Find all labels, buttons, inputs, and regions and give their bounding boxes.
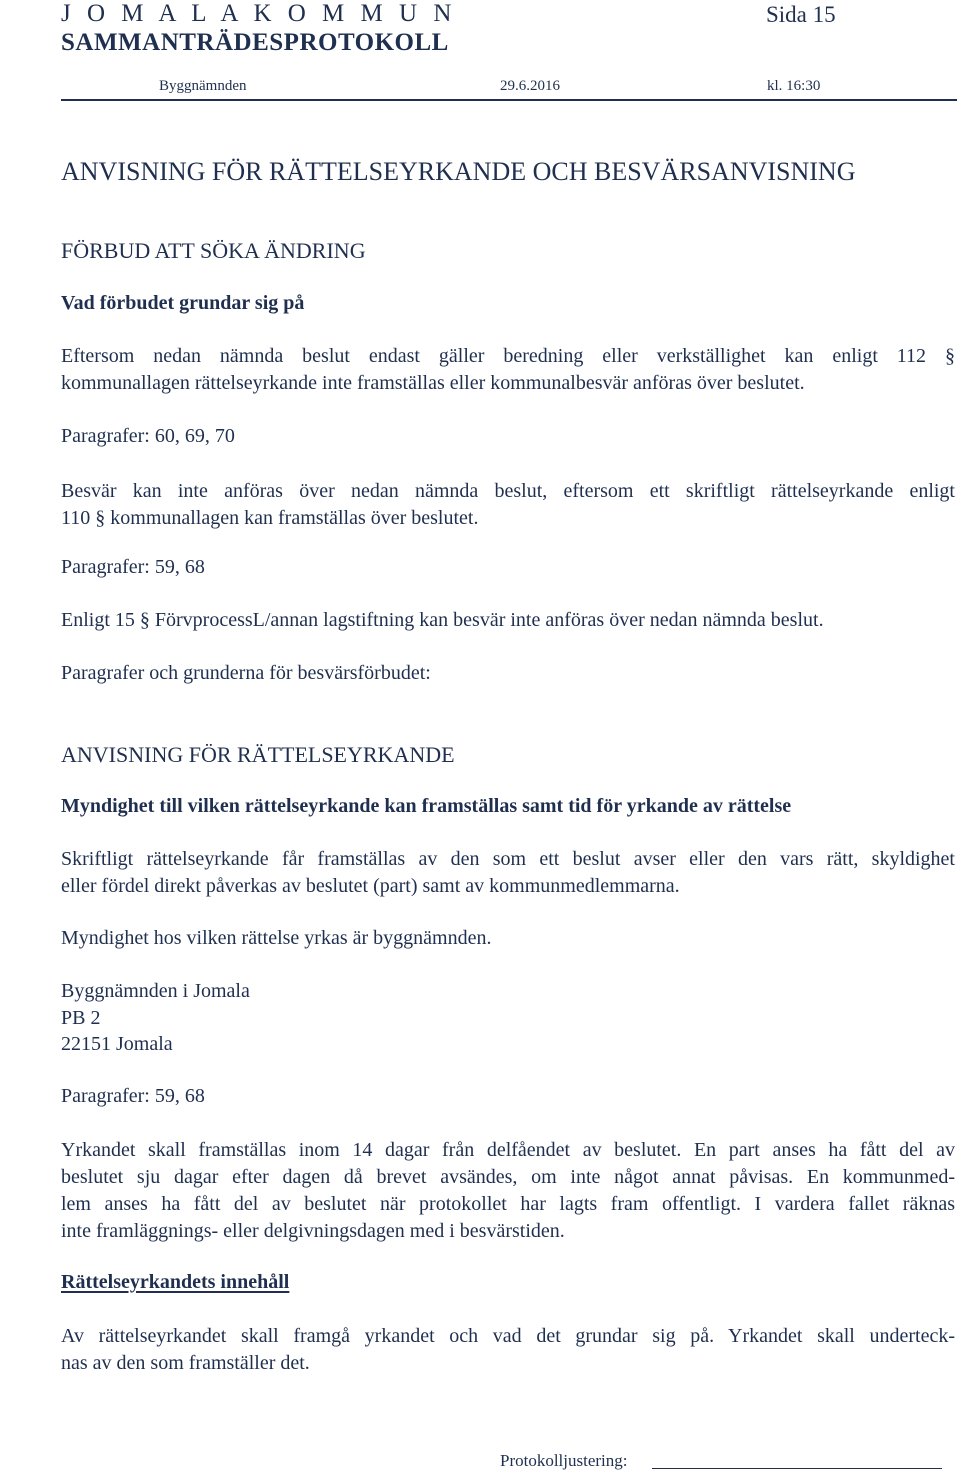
text-line: eller fördel direkt påverkas av beslutet (part) samt av kommunmedlemmarna. — [61, 875, 680, 897]
text-line: kommunallagen rättelseyrkande inte framställas eller kommunalbesvär anföras över beslutet. — [61, 372, 805, 394]
text-line: Yrkandet skall framställas inom 14 dagar från delfåendet av beslutet. En part anses ha fått del av — [61, 1139, 955, 1161]
paragraph-list-3: Paragrafer: 59, 68 — [61, 1085, 205, 1107]
address-line: PB 2 — [61, 1007, 101, 1029]
organization-name: J O M A L A K O M M U N — [61, 0, 457, 27]
page-title: ANVISNING FÖR RÄTTELSEYRKANDE OCH BESVÄRSANVISNING — [61, 157, 856, 186]
paragraph-skriftligt — [61, 846, 955, 900]
paragraph-list-1: Paragrafer: 60, 69, 70 — [61, 425, 235, 447]
text-line: Skriftligt rättelseyrkande får framställas av den som ett beslut avser eller den vars rätt, skyldighet — [61, 848, 955, 870]
section-heading-rattelseyrkande: ANVISNING FÖR RÄTTELSEYRKANDE — [61, 742, 455, 767]
text-line: nas av den som framställer det. — [61, 1352, 310, 1374]
paragraph-list-2: Paragrafer: 59, 68 — [61, 556, 205, 578]
paragraph-grunder: Paragrafer och grunderna för besvärsförbudet: — [61, 662, 431, 684]
meeting-date: 29.6.2016 — [500, 78, 560, 94]
signature-line — [652, 1468, 942, 1469]
text-line: Av rättelseyrkandet skall framgå yrkandet och vad det grundar sig på. Yrkandet skall underteck- — [61, 1325, 955, 1347]
paragraph-forvprocess: Enligt 15 § FörvprocessL/annan lagstiftning kan besvär inte anföras över nedan nämnda beslut. — [61, 609, 824, 631]
text-line: Besvär kan inte anföras över nedan nämnda beslut, eftersom ett skriftligt rättelseyrkande enligt — [61, 480, 955, 502]
text-line: 110 § kommunallagen kan framställas över beslutet. — [61, 507, 479, 529]
meeting-body: Byggnämnden — [159, 78, 247, 94]
section-heading-forbud: FÖRBUD ATT SÖKA ÄNDRING — [61, 238, 366, 263]
address-line: 22151 Jomala — [61, 1033, 173, 1055]
text-line: Eftersom nedan nämnda beslut endast gäller beredning eller verkställighet kan enligt 112 § — [61, 345, 955, 367]
paragraph-myndighet-byggnamnden: Myndighet hos vilken rättelse yrkas är byggnämnden. — [61, 927, 492, 949]
page-number: Sida 15 — [766, 2, 836, 27]
section-subheading-myndighet: Myndighet till vilken rättelseyrkande kan framställas samt tid för yrkande av rättelse — [61, 795, 792, 817]
paragraph-innehall — [61, 1323, 955, 1377]
address-line: Byggnämnden i Jomala — [61, 980, 250, 1002]
meeting-time: kl. 16:30 — [767, 78, 821, 94]
text-line: inte framläggnings- eller delgivningsdagen med i besvärstiden. — [61, 1220, 565, 1242]
paragraph-besvar — [61, 478, 955, 532]
header-divider — [61, 99, 957, 101]
protocol-title: SAMMANTRÄDESPROTOKOLL — [61, 29, 449, 56]
paragraph-tid — [61, 1137, 955, 1245]
section-heading-innehall: Rättelseyrkandets innehåll — [61, 1271, 290, 1293]
protocol-adjustment-label: Protokolljustering: — [500, 1451, 628, 1470]
paragraph-verkstallighet — [61, 343, 955, 397]
section-subheading-grund: Vad förbudet grundar sig på — [61, 292, 305, 314]
text-line: lem anses ha fått del av beslutet när protokollet har lagts fram offentligt. I vardera fallet räknas — [61, 1193, 955, 1215]
text-line: beslutet sju dagar efter dagen då brevet avsändes, om inte något annat påvisas. En kommunmed- — [61, 1166, 955, 1188]
